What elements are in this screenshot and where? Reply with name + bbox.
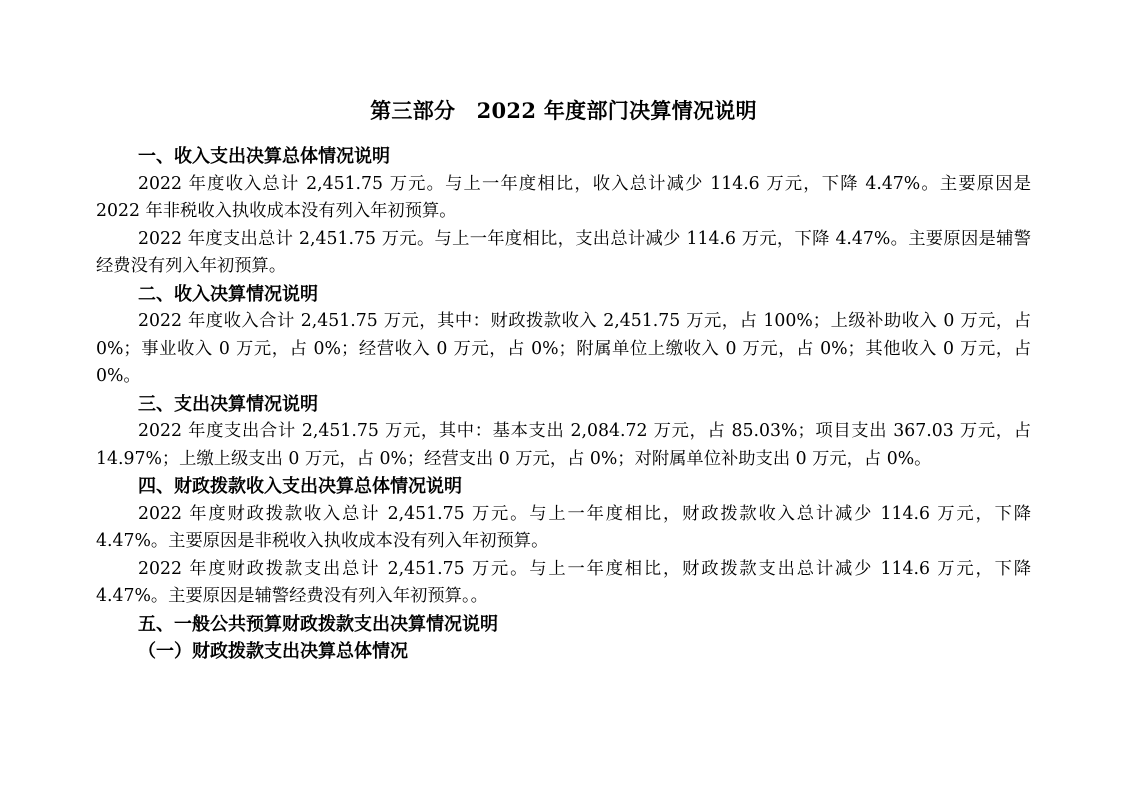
section-heading-1: 一、收入支出决算总体情况说明 [138,146,390,167]
subsection-heading: （一）财政拨款支出决算总体情况 [138,641,408,662]
page-title: 第三部分 2022 年度部门决算情况说明 [370,98,757,123]
document-page [96,93,1031,666]
section-4-paragraph-1: 2022 年度财政拨款收入总计 2,451.75 万元。与上一年度相比，财政拨款收入总计减少 114.6 万元，下降 4.47%。主要原因是非税收入执收成本没有列入年初预算。 [96,503,1031,551]
section-heading-3: 三、支出决算情况说明 [138,393,318,415]
section-3-paragraph-1: 2022 年度支出合计 2,451.75 万元，其中：基本支出 2,084.72 万元，占 85.03%；项目支出 367.03 万元，占 14.97%；上缴上级支出 0 万元，占 0%；经营支出 0 万元，占 0%；对附属单位补助支出 0 万元，占 0%。 [96,421,1031,469]
section-2-paragraph-1: 2022 年度收入合计 2,451.75 万元，其中：财政拨款收入 2,451.75 万元，占 100%；上级补助收入 0 万元，占 0%；事业收入 0 万元，占 0%；经营收入 0 万元，占 0%；附属单位上缴收入 0 万元，占 0%；其他收入 0 万元，占 0%。 [96,311,1031,386]
section-heading-4: 四、财政拨款收入支出决算总体情况说明 [138,476,462,497]
section-heading-2: 二、收入决算情况说明 [138,283,318,305]
section-1-paragraph-1: 2022 年度收入总计 2,451.75 万元。与上一年度相比，收入总计减少 114.6 万元，下降 4.47%。主要原因是 2022 年非税收入执收成本没有列入年初预算。 [96,173,1031,221]
section-heading-5: 五、一般公共预算财政拨款支出决算情况说明 [138,613,498,635]
section-1-paragraph-2: 2022 年度支出总计 2,451.75 万元。与上一年度相比，支出总计减少 114.6 万元，下降 4.47%。主要原因是辅警经费没有列入年初预算。 [96,228,1031,276]
section-4-paragraph-2: 2022 年度财政拨款支出总计 2,451.75 万元。与上一年度相比，财政拨款支出总计减少 114.6 万元，下降 4.47%。主要原因是辅警经费没有列入年初预算。。 [96,558,1031,606]
